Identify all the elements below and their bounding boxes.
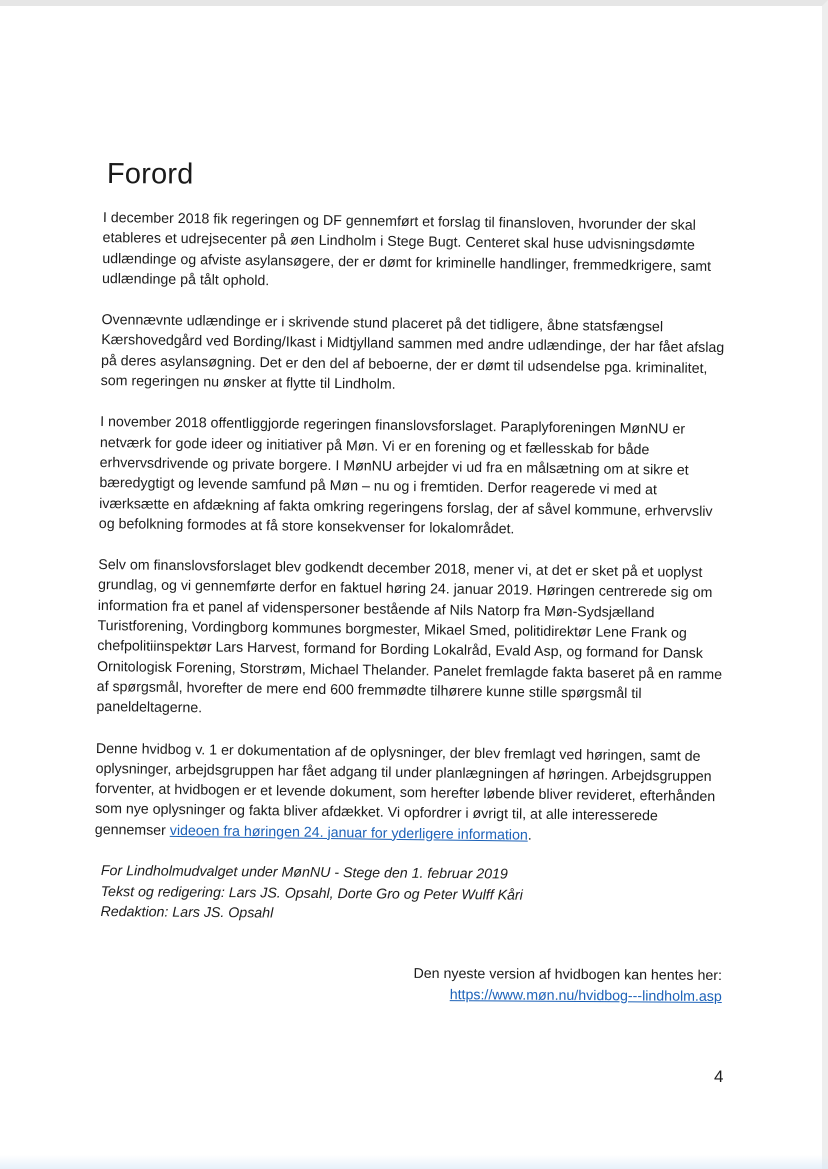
paragraph-1: I december 2018 fik regeringen og DF gennemført et forslag til finansloven, hvorunder der skal etableres et udrejsecenter på øen Lindholm i Stege Bugt. Centeret skal huse udvisningsdømte udlændinge og afviste asylansøgere, der er dømt for kriminelle handlinger, fremmedkrigere, samt udlændinge på tålt ophold. (101, 209, 712, 290)
download-note-text: Den nyeste version af hvidbogen kan hentes her: (413, 965, 722, 984)
paragraph-5-end: . (527, 827, 532, 844)
paragraph-3: I november 2018 offentliggjorde regeringen finanslovsforslaget. Paraplyforeningen MønNU er netværk for gode ideer og initiativer på Møn. Vi er en forening og et fællesskab for både erhvervsdrivende og private borgere. I MønNU arbejder vi ud fra en målsætning om at sikre et bæredygtigt og levende samfund på Møn – nu og i fremtiden. Derfor reagerede vi med at iværksætte en afdækning af fakta omkring regeringens forslag, der af såvel kommune, erhvervsliv og befolkning formodes at få store konsekvenser for lokalområdet. (98, 414, 713, 538)
signature-line-3: Redaktion: Lars JS. Opsahl (100, 903, 274, 922)
body-text (94, 208, 732, 869)
signature-block (100, 861, 701, 928)
paragraph-2: Ovennævnte udlændinge er i skrivende stund placeret på det tidligere, åbne statsfængsel Kærshovedgård ved Bording/Ikast i Midtjylland sammen med andre udlændinge, der har fået afslag på deres asylansøgning. Det er den del af beboerne, der er dømt til udsendelse pga. kriminalitet, som regeringen nu ønsker at flytte til Lindholm. (100, 312, 725, 393)
signature-line-1: For Lindholmudvalget under MønNU - Stege den 1. februar 2019 (100, 862, 508, 883)
page-number: 4 (714, 1067, 724, 1086)
video-link[interactable]: videoen fra høringen 24. januar for yderligere information (169, 822, 528, 844)
download-note (302, 963, 722, 1007)
signature-line-2: Tekst og redigering: Lars JS. Opsahl, Dorte Gro og Peter Wulff Kåri (100, 883, 523, 904)
hvidbog-url-link[interactable]: https://www.møn.nu/hvidbog---lindholm.asp (449, 986, 722, 1005)
scan-edge (0, 1155, 828, 1169)
paragraph-5 (95, 738, 726, 848)
page-title: Forord (106, 158, 194, 191)
paragraph-4: Selv om finanslovsforslaget blev godkendt december 2018, mener vi, at det er sket på et uoplyst grundlag, og vi gennemførte derfor en faktuel høring 24. januar 2019. Høringen centrerede sig om information fra et panel af videnspersoner bestående af Nils Natorp fra Møn-Sydsjælland Turistforening, Vordingborg kommunes borgmester, Mikael Smed, politidirektør Lene Frank og chefpolitiinspektør Lars Harvest, formand for Bording Lokalråd, Evald Asp, og formand for Dansk Ornitologisk Forening, Storstrøm, Michael Thelander. Panelet fremlagde fakta baseret på en ramme af spørgsmål, hvorefter de mere end 600 fremmødte tilhørere kunne stille spørgsmål til paneldeltagerne. (96, 557, 723, 717)
paragraph-5-text: Denne hvidbog v. 1 er dokumentation af de oplysninger, der blev fremlagt ved høringen, samt de oplysninger, arbejdsgruppen har fået adgang til under planlægningen af høringen. Arbejdsgruppen forventer, at hvidbogen er et levende dokument, som herefter løbende bliver revideret, efterhånden som nye oplysninger og fakta bliver afdækket. Vi opfordrer i øvrigt til, at alle interesserede gennemser (94, 740, 716, 839)
